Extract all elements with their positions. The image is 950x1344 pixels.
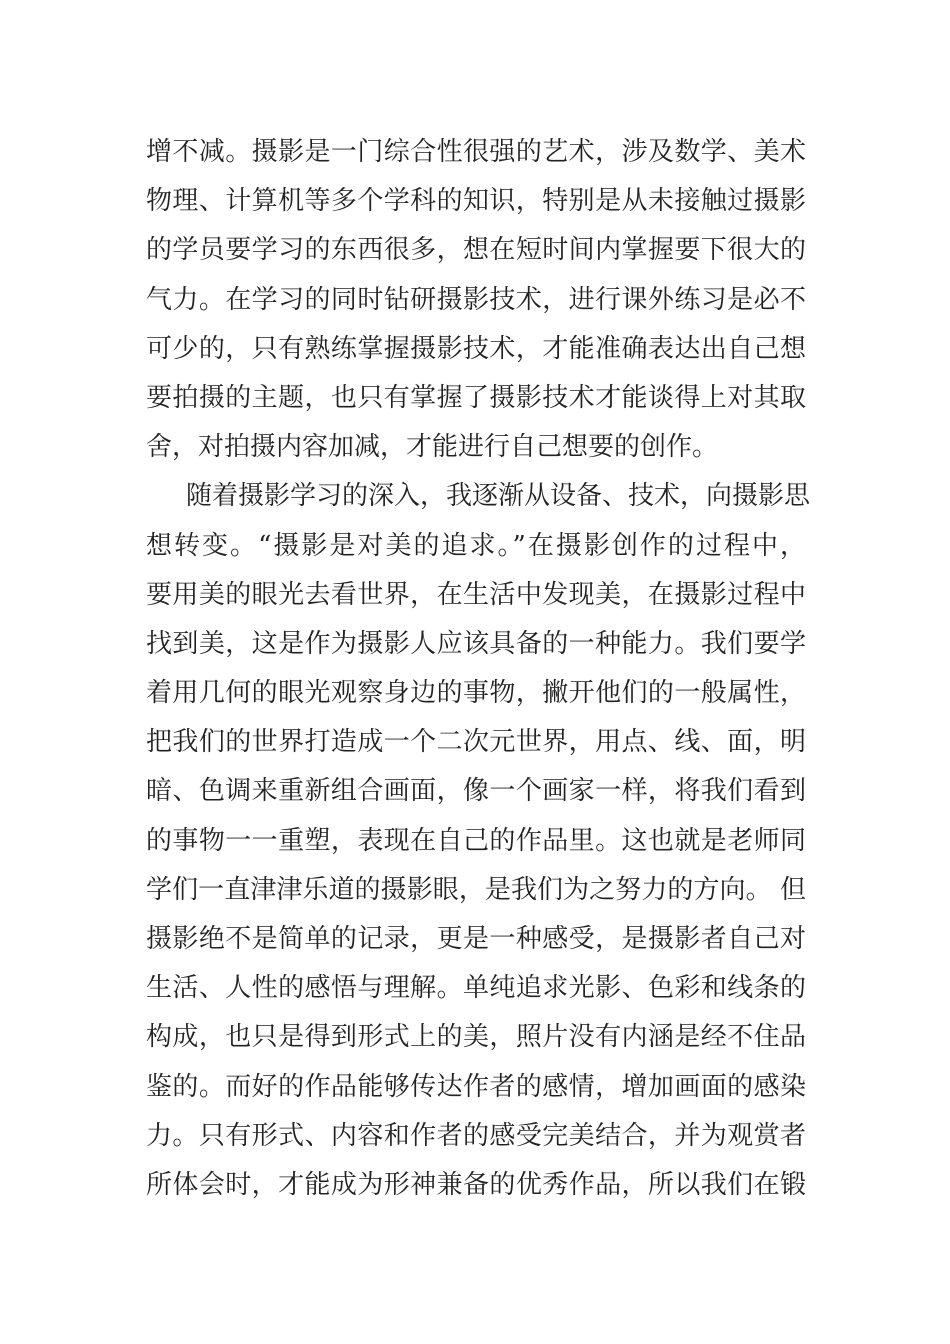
paragraph-2 [146,472,811,1210]
text-line: 想转变。“摄影是对美的追求。”在摄影创作的过程中， [146,530,806,561]
text-line: 舍，对拍摄内容加减，才能进行自己想要的创作。 [146,432,719,463]
text-line: 所体会时，才能成为形神兼备的优秀作品，所以我们在锻 [146,1169,806,1200]
text-line: 力。只有形式、内容和作者的感受完美结合，并为观赏者 [146,1120,806,1151]
text-line: 随着摄影学习的深入，我逐渐从设备、技术，向摄影思 [186,481,811,512]
text-line: 暗、色调来重新组合画面，像一个画家一样，将我们看到 [146,776,806,807]
body-text [146,128,811,1210]
text-line: 要用美的眼光去看世界，在生活中发现美，在摄影过程中 [146,579,806,610]
text-line: 把我们的世界打造成一个二次元世界，用点、线、面，明 [146,727,806,758]
text-line: 构成，也只是得到形式上的美，照片没有内涵是经不住品 [146,1022,806,1053]
paragraph-1 [146,128,806,472]
text-line: 气力。在学习的同时钻研摄影技术，进行课外练习是必不 [146,284,806,315]
text-line: 生活、人性的感悟与理解。单纯追求光影、色彩和线条的 [146,973,806,1004]
text-line: 可少的，只有熟练掌握摄影技术，才能准确表达出自己想 [146,333,806,364]
text-line: 着用几何的眼光观察身边的事物，撇开他们的一般属性， [146,678,806,709]
text-line: 的学员要学习的东西很多，想在短时间内掌握要下很大的 [146,235,806,266]
text-line: 摄影绝不是简单的记录，更是一种感受，是摄影者自己对 [146,924,806,954]
text-line: 的事物一一重塑，表现在自己的作品里。这也就是老师同 [146,825,806,856]
text-line: 找到美，这是作为摄影人应该具备的一种能力。我们要学 [146,628,806,659]
text-line: 鉴的。而好的作品能够传达作者的感情，增加画面的感染 [146,1071,806,1102]
text-line: 要拍摄的主题，也只有掌握了摄影技术才能谈得上对其取 [146,382,806,413]
text-line: 物理、计算机等多个学科的知识，特别是从未接触过摄影 [146,186,806,217]
text-line: 增不减。摄影是一门综合性很强的艺术，涉及数学、美术 [146,137,806,167]
text-line: 学们一直津津乐道的摄影眼，是我们为之努力的方向。 但 [146,874,806,905]
